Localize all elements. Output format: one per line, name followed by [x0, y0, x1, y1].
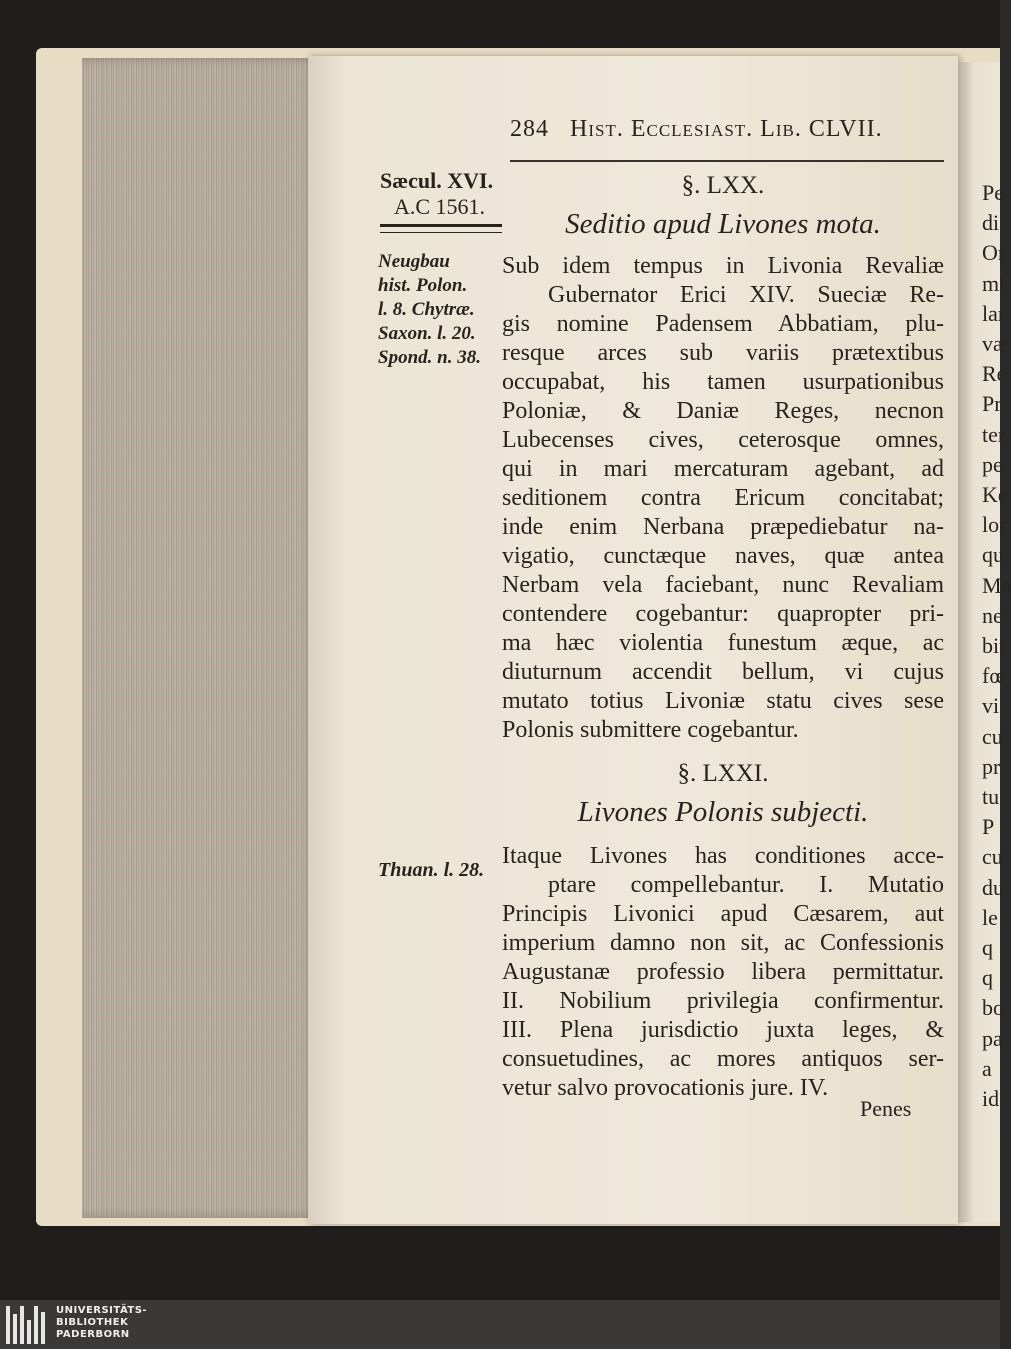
running-header	[510, 116, 944, 143]
text-line: seditionem contra Ericum concitabat;	[502, 485, 944, 511]
text-line: consuetudines, ac mores antiquos ser-	[502, 1046, 944, 1072]
section-body	[502, 252, 944, 745]
next-page-fragment: id	[982, 1086, 1000, 1111]
next-page-fragment: bit	[982, 633, 1006, 658]
next-page-fragment: q	[982, 965, 993, 991]
text-line: vetur salvo provocationis jure. IV.	[502, 1075, 829, 1101]
text-line: Principis Livonici apud Cæsarem, aut	[502, 901, 944, 927]
header-rule	[510, 160, 944, 162]
next-page-fragment: q	[982, 935, 993, 960]
margin-rule	[380, 224, 502, 233]
margin-year: A.C 1561.	[394, 194, 486, 219]
page-number: 284	[510, 116, 549, 142]
running-title: Hist. Ecclesiast. Lib. CLVII.	[570, 116, 883, 142]
next-page-fragment: cu	[982, 723, 1003, 749]
library-footer	[0, 1300, 1000, 1349]
text-line: Gubernator Erici XIV. Sueciæ Re-	[548, 282, 944, 308]
library-name: UNIVERSITÄTS- BIBLIOTHEK PADERBORN	[56, 1305, 148, 1340]
next-page-fragment: qu	[982, 542, 1004, 568]
text-line: II. Nobilium privilegia confirmentur.	[502, 988, 944, 1014]
next-page-fragment: Re	[982, 361, 1007, 387]
text-line: imperium damno non sit, ac Confessionis	[502, 930, 944, 956]
text-line: inde enim Nerbana præpediebatur na-	[502, 514, 944, 540]
next-page-fragment: Ke	[982, 482, 1008, 507]
next-page-fragment: Or	[982, 240, 1006, 266]
catchword: Penes	[860, 1096, 912, 1121]
section-number: §. LXXI.	[677, 760, 769, 787]
text-line: Polonis submittere cogebantur.	[502, 717, 799, 743]
next-page-fragment: di	[982, 210, 1000, 236]
next-page-fragment: Pe	[982, 180, 1004, 205]
next-page-fragment: vi	[982, 693, 1000, 719]
text-line: ptare compellebantur. I. Mutatio	[548, 872, 944, 898]
text-line: Poloniæ, & Daniæ Reges, necnon	[502, 398, 944, 424]
next-page-fragment: pr	[982, 753, 1001, 779]
section-title: Livones Polonis subjecti.	[577, 796, 869, 828]
next-page-fragment: le	[982, 904, 998, 930]
text-line: qui in mari mercaturam agebant, ad	[502, 456, 944, 482]
text-line: diuturnum accendit bellum, vi cujus	[502, 659, 944, 685]
next-page-fragment: ter	[982, 421, 1006, 447]
section-number: §. LXX.	[681, 172, 765, 199]
text-line: occupabat, his tamen usurpationibus	[502, 369, 944, 395]
next-page-fragment: mi	[982, 270, 1006, 296]
text-line: resque arces sub variis prætextibus	[502, 340, 944, 366]
text-line: Augustanæ professio libera permittatur.	[502, 959, 944, 985]
section-body	[502, 842, 944, 1103]
next-page-fragment: a	[982, 1055, 992, 1081]
next-page-fragment: P	[982, 814, 995, 840]
margin-note-thuan: Thuan. l. 28.	[378, 859, 485, 881]
next-page-fragment: bo	[982, 995, 1004, 1021]
next-page-fragment: ne	[982, 602, 1003, 628]
next-page-fragment: Ma	[982, 572, 1011, 598]
section-title: Seditio apud Livones mota.	[565, 208, 881, 240]
next-page-fragment: lar	[982, 300, 1006, 326]
text-line: contendere cogebantur: quapropter pri-	[502, 601, 944, 627]
next-page-fragment: pa	[982, 1025, 1003, 1051]
next-page-fragment: cu	[982, 844, 1003, 870]
text-line: Sub idem tempus in Livonia Revaliæ	[502, 253, 944, 279]
next-page-edge	[958, 62, 1011, 1222]
text-line: Nerbam vela faciebant, nunc Revaliam	[502, 572, 944, 598]
next-page-fragment: fœ	[982, 663, 1006, 689]
next-page-fragment: Pr	[982, 391, 1002, 417]
text-line: ma hæc violentia funestum æque, ac	[502, 630, 944, 656]
next-page-fragment: pe	[982, 451, 1003, 477]
margin-century: Sæcul. XVI.	[380, 168, 494, 193]
margin-date	[380, 168, 493, 220]
text-line: vigatio, cunctæque naves, quæ antea	[502, 543, 944, 569]
next-page-fragment: tu	[982, 784, 1000, 809]
text-line: III. Plena jurisdictio juxta leges, &	[502, 1017, 944, 1043]
text-line: Lubecenses cives, ceterosque omnes,	[502, 427, 944, 453]
next-page-fragment: væ	[982, 331, 1008, 356]
next-page-fragment: lor	[982, 512, 1007, 538]
text-line: mutato totius Livoniæ statu cives sese	[502, 688, 944, 714]
text-line: gis nomine Padensem Abbatiam, plu-	[502, 311, 944, 337]
margin-note-sources: Neugbau hist. Polon. l. 8. Chytræ. Saxon. l. 20. Spond. n. 38.	[378, 251, 481, 368]
next-page-fragment: du	[982, 874, 1004, 900]
library-logo-icon	[6, 1306, 46, 1344]
page-edges	[82, 58, 320, 1218]
text-line: Itaque Livones has conditiones acce-	[502, 843, 944, 869]
